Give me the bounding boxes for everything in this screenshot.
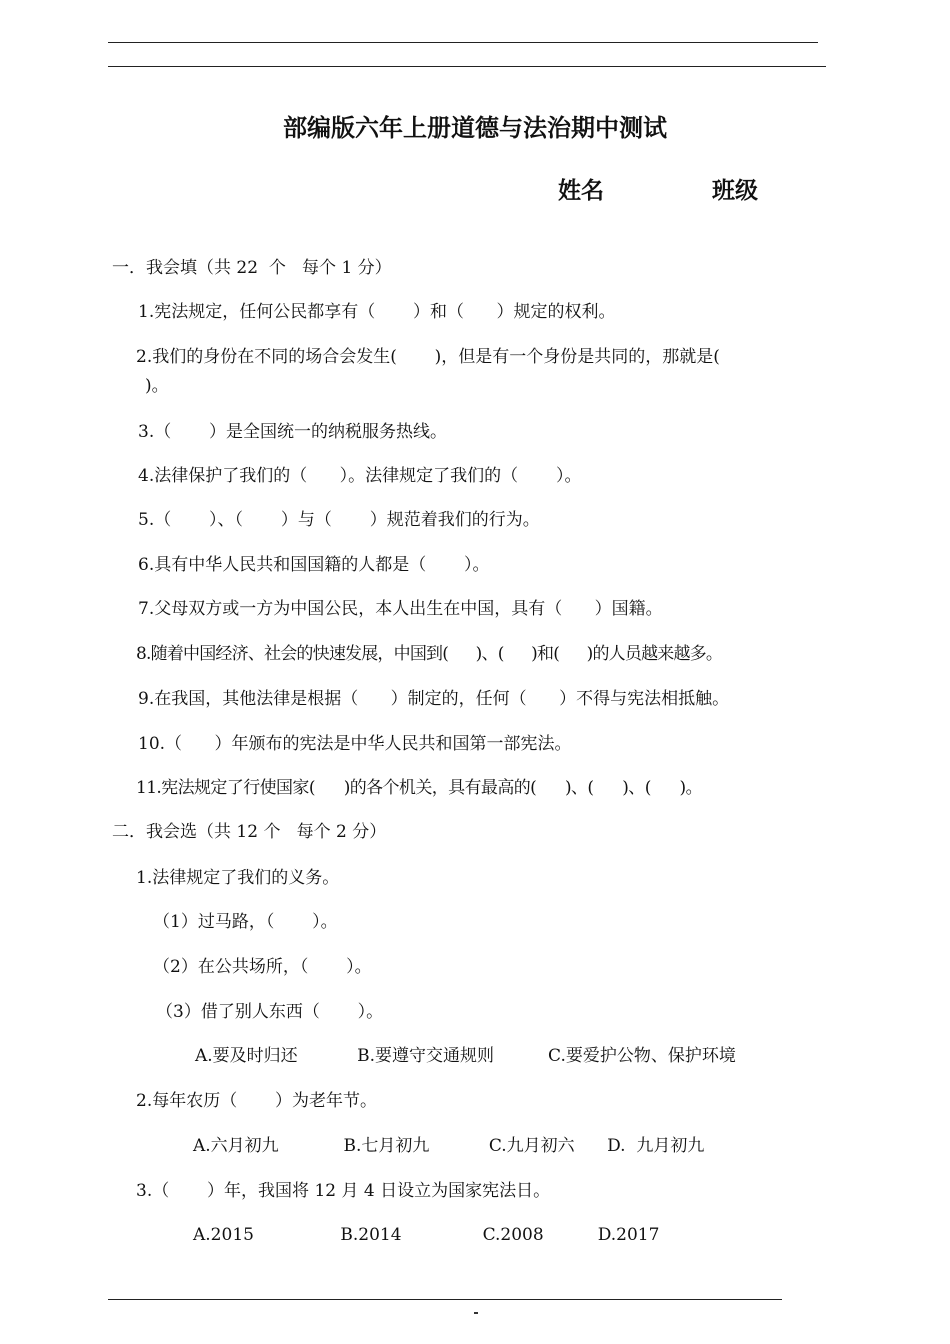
header-rule-top [108,42,818,43]
question-line: 9.在我国，其他法律是根据（ ）制定的，任何（ ）不得与宪法相抵触。 [138,689,730,709]
section-heading: 一．我会填（共 22 个 每个 1 分） [112,258,392,278]
class-label: 班级 [712,178,758,204]
answer-options: A.六月初九 B.七月初九 C.九月初六 D. 九月初九 [193,1136,705,1156]
sub-question: （2）在公共场所，（ ）。 [153,957,372,977]
question-line: 5.（ ）、（ ）与（ ）规范着我们的行为。 [138,510,540,530]
question-line: 7.父母双方或一方为中国公民，本人出生在中国，具有（ ）国籍。 [138,599,663,619]
section-heading: 二．我会选（共 12 个 每个 2 分） [112,822,387,842]
question-line: )。 [145,376,169,396]
question-line: 1.宪法规定，任何公民都享有（ ）和（ ）规定的权利。 [138,302,616,322]
sub-question: （3）借了别人东西（ ）。 [156,1002,384,1022]
question-line: 2.每年农历（ ）为老年节。 [136,1091,378,1111]
header-rule-bottom [108,66,826,67]
footer-rule [108,1299,782,1300]
question-line: 4.法律保护了我们的（ ）。法律规定了我们的（ ）。 [138,466,582,486]
question-line: 3.（ ）是全国统一的纳税服务热线。 [138,422,448,442]
question-line: 10.（ ）年颁布的宪法是中华人民共和国第一部宪法。 [138,734,572,754]
question-line: 3.（ ）年，我国将 12 月 4 日设立为国家宪法日。 [136,1181,551,1201]
question-line: 11.宪法规定了行使国家( )的各个机关，具有最高的( )、( )、( )。 [136,778,702,798]
page-title: 部编版六年上册道德与法治期中测试 [283,114,667,142]
footer-mark [474,1312,478,1314]
question-line: 2.我们的身份在不同的场合会发生( )，但是有一个身份是共同的，那就是( [136,347,720,367]
name-label: 姓名 [558,178,604,204]
question-line: 1.法律规定了我们的义务。 [136,868,340,888]
answer-options: A.2015 B.2014 C.2008 D.2017 [193,1225,660,1245]
question-line: 8.随着中国经济、社会的快速发展，中国到( )、( )和( )的人员越来越多。 [136,644,723,664]
answer-options: A.要及时归还 B.要遵守交通规则 C.要爱护公物、保护环境 [195,1046,736,1066]
sub-question: （1）过马路，（ ）。 [153,912,338,932]
question-line: 6.具有中华人民共和国国籍的人都是（ ）。 [138,555,490,575]
